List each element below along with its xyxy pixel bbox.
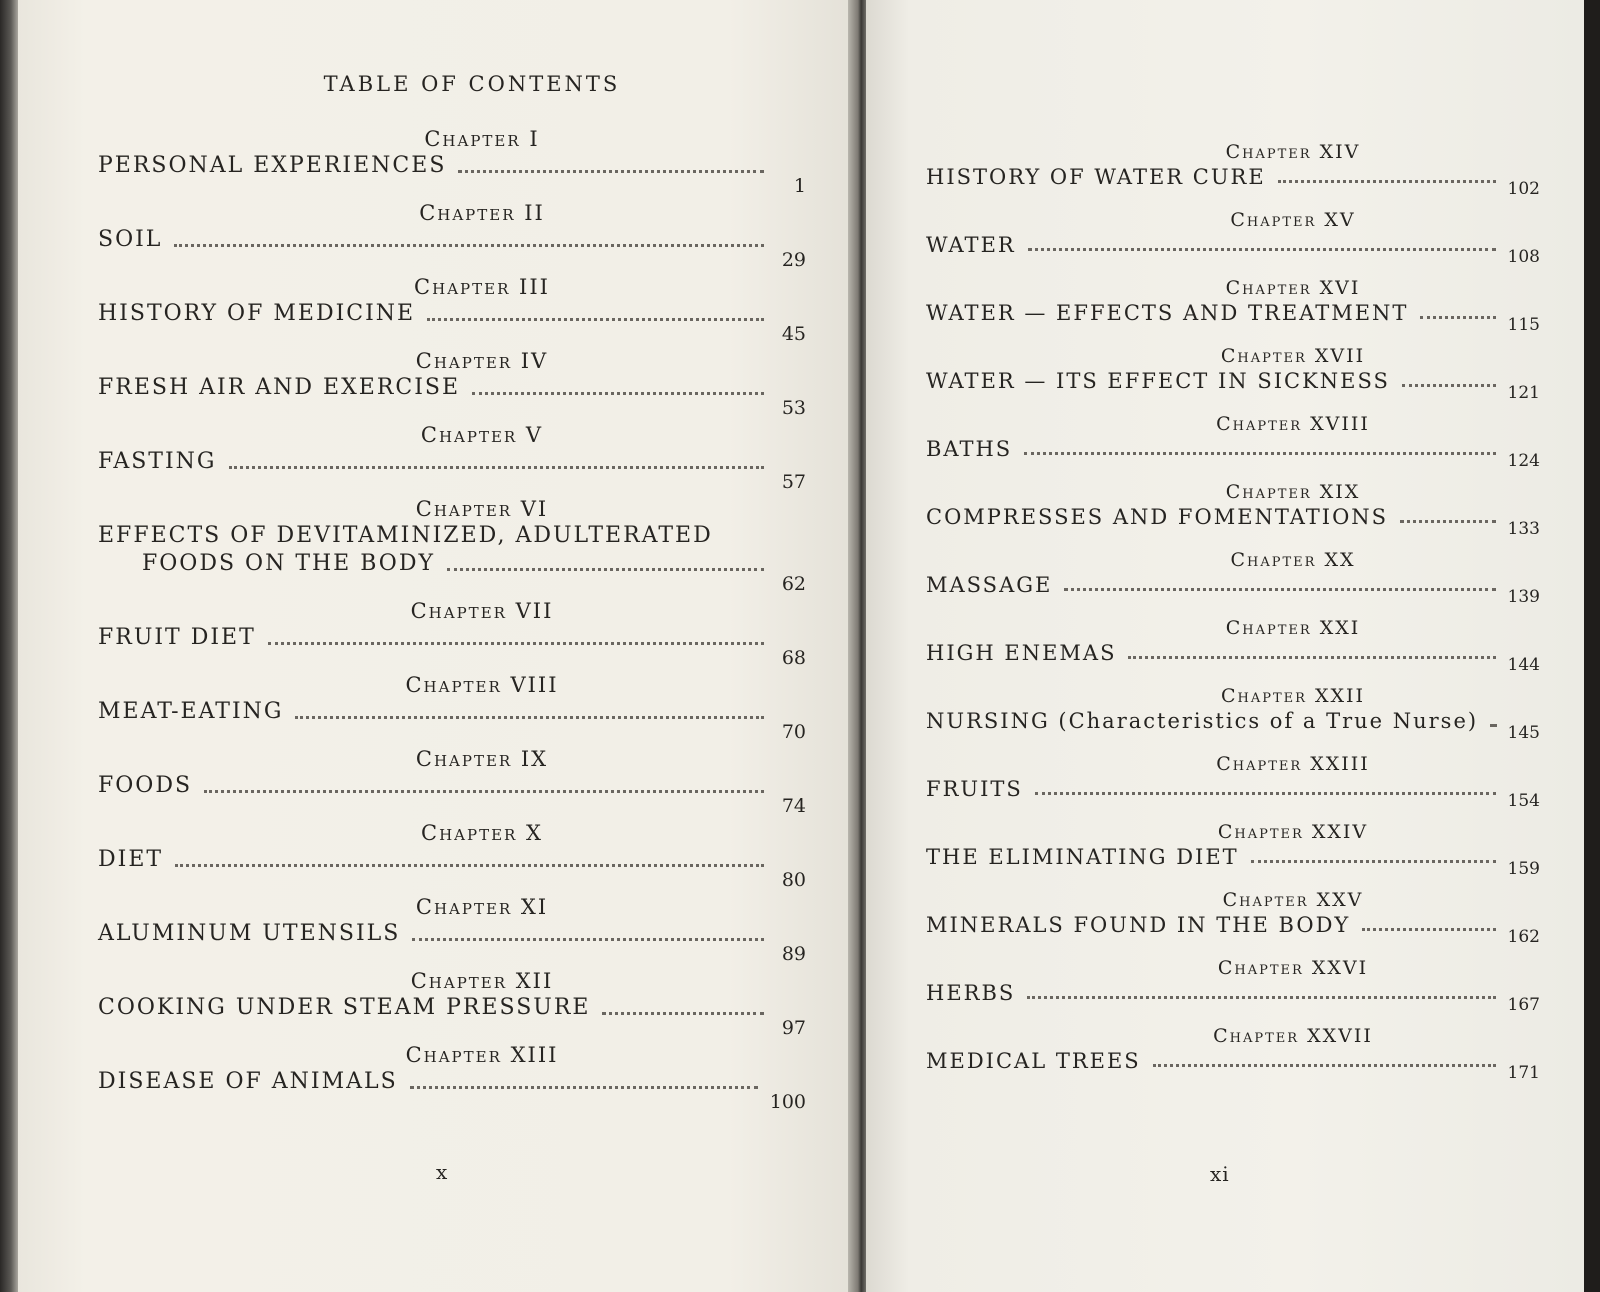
page-number: 133 <box>1507 519 1540 539</box>
page-number: 108 <box>1507 247 1540 267</box>
dot-leader <box>447 568 764 571</box>
page-number: 115 <box>1507 315 1540 335</box>
toc-entry <box>926 616 1540 675</box>
chapter-title: DISEASE OF ANIMALS <box>98 1069 398 1094</box>
chapter-title: MEDICAL TREES <box>926 1049 1141 1073</box>
toc-row[interactable] <box>926 232 1540 267</box>
page-number: 62 <box>781 573 806 595</box>
toc-row[interactable] <box>926 776 1540 811</box>
toc-entry <box>926 1024 1540 1083</box>
chapter-label: Chapter XXII <box>1220 685 1366 707</box>
toc-row[interactable] <box>926 572 1540 607</box>
page-number: 167 <box>1507 995 1540 1015</box>
toc-entry <box>98 746 806 817</box>
chapter-label: Chapter III <box>414 275 550 299</box>
page-number: 29 <box>781 249 806 271</box>
toc-entry <box>926 480 1540 539</box>
page-number: 70 <box>781 721 806 743</box>
dot-leader <box>1035 792 1496 795</box>
toc-row[interactable] <box>926 912 1540 947</box>
dot-leader <box>1278 180 1496 183</box>
toc-row[interactable] <box>926 504 1540 539</box>
toc-entry <box>98 422 806 493</box>
toc-entry <box>98 968 806 1039</box>
chapter-label: Chapter XVI <box>1225 277 1361 299</box>
toc-entry <box>98 1042 806 1113</box>
chapter-label: Chapter XXIII <box>1216 753 1370 775</box>
chapter-label: Chapter II <box>419 201 545 225</box>
page-number: 121 <box>1507 383 1540 403</box>
page-number: 80 <box>781 869 806 891</box>
chapter-title: FOODS <box>98 773 193 798</box>
toc-entry <box>926 412 1540 471</box>
chapter-title: FRESH AIR AND EXERCISE <box>98 375 461 400</box>
chapter-title: MINERALS FOUND IN THE BODY <box>926 913 1351 937</box>
chapter-title: WATER <box>926 233 1016 257</box>
left-page <box>18 0 854 1292</box>
toc-row[interactable] <box>98 226 806 271</box>
dot-leader <box>1028 248 1496 251</box>
dot-leader <box>412 938 764 941</box>
chapter-label: Chapter XIII <box>405 1043 559 1067</box>
toc-entry <box>98 274 806 345</box>
dot-leader <box>1362 928 1495 931</box>
chapter-title: HISTORY OF MEDICINE <box>98 301 416 326</box>
chapter-label: Chapter VI <box>415 497 549 521</box>
dot-leader <box>472 392 764 395</box>
page-number: 53 <box>781 397 806 419</box>
toc-entry <box>98 894 806 965</box>
dot-leader <box>175 864 764 867</box>
chapter-title: PERSONAL EXPERIENCES <box>98 153 447 178</box>
chapter-title-line-2: FOODS ON THE BODY <box>142 551 436 576</box>
chapter-title: BATHS <box>926 437 1013 461</box>
toc-row[interactable] <box>98 448 806 493</box>
chapter-label: Chapter XVIII <box>1216 413 1370 435</box>
chapter-label: Chapter XIV <box>1225 141 1361 163</box>
dot-leader <box>1400 520 1495 523</box>
page-folio: x <box>436 1160 449 1184</box>
chapter-label: Chapter X <box>421 821 543 845</box>
dot-leader <box>1128 656 1495 659</box>
toc-entry <box>926 752 1540 811</box>
toc-entry <box>98 348 806 419</box>
toc-row[interactable] <box>926 164 1540 199</box>
toc-entry <box>926 344 1540 403</box>
dot-leader <box>174 244 764 247</box>
chapter-label: Chapter XXVI <box>1217 957 1369 979</box>
dot-leader <box>458 170 764 173</box>
chapter-title-line-1: EFFECTS OF DEVITAMINIZED, ADULTERATED <box>98 523 713 548</box>
toc-row[interactable] <box>98 152 806 197</box>
toc-row[interactable] <box>926 436 1540 471</box>
toc-title: TABLE OF CONTENTS <box>323 72 621 96</box>
page-number: 124 <box>1507 451 1540 471</box>
toc-row[interactable] <box>98 846 806 891</box>
chapter-title: DIET <box>98 847 164 872</box>
chapter-label: Chapter XXVII <box>1213 1025 1373 1047</box>
dot-leader <box>1153 1064 1496 1067</box>
chapter-title: WATER — ITS EFFECT IN SICKNESS <box>926 369 1390 393</box>
chapter-label: Chapter I <box>424 127 540 151</box>
toc-row[interactable] <box>926 708 1540 743</box>
chapter-label: Chapter IV <box>415 349 549 373</box>
toc-row[interactable] <box>926 640 1540 675</box>
chapter-label: Chapter XX <box>1230 549 1356 571</box>
toc-entry <box>98 200 806 271</box>
chapter-label: Chapter VII <box>410 599 554 623</box>
toc-row[interactable] <box>98 374 806 419</box>
chapter-title: HISTORY OF WATER CURE <box>926 165 1266 189</box>
dot-leader <box>1064 588 1495 591</box>
page-folio: xi <box>1210 1162 1230 1186</box>
toc-entry <box>926 548 1540 607</box>
toc-row[interactable] <box>98 920 806 965</box>
dot-leader <box>1251 860 1496 863</box>
chapter-title: SOIL <box>98 227 163 252</box>
book-cover-edge <box>0 0 18 1292</box>
page-number: 171 <box>1507 1063 1540 1083</box>
page-number: 57 <box>781 471 806 493</box>
chapter-label: Chapter VIII <box>405 673 559 697</box>
chapter-title: ALUMINUM UTENSILS <box>98 921 401 946</box>
chapter-title: THE ELIMINATING DIET <box>926 845 1239 869</box>
dot-leader <box>295 716 764 719</box>
page-number: 68 <box>781 647 806 669</box>
page-number: 102 <box>1507 179 1540 199</box>
dot-leader <box>1402 384 1496 387</box>
toc-entry <box>98 820 806 891</box>
dot-leader <box>1490 724 1495 727</box>
right-page <box>866 0 1584 1292</box>
toc-entry <box>98 126 806 197</box>
dot-leader <box>204 790 764 793</box>
chapter-title: FASTING <box>98 449 217 474</box>
toc-entry <box>926 820 1540 879</box>
chapter-title: HERBS <box>926 981 1016 1005</box>
chapter-label: Chapter XXV <box>1222 889 1364 911</box>
chapter-title: FRUITS <box>926 777 1023 801</box>
toc-entry <box>98 496 806 595</box>
page-number: 74 <box>781 795 806 817</box>
toc-row[interactable] <box>98 772 806 817</box>
chapter-label: Chapter XI <box>415 895 549 919</box>
dot-leader <box>410 1086 758 1089</box>
chapter-label: Chapter XVII <box>1220 345 1366 367</box>
chapter-label: Chapter V <box>420 423 544 447</box>
toc-row[interactable] <box>926 844 1540 879</box>
chapter-title: COOKING UNDER STEAM PRESSURE <box>98 995 591 1020</box>
toc-row[interactable] <box>98 994 806 1039</box>
chapter-title: NURSING (Characteristics of a True Nurse) <box>926 709 1479 733</box>
page-number: 1 <box>793 175 806 197</box>
toc-entry <box>926 888 1540 947</box>
chapter-title: COMPRESSES AND FOMENTATIONS <box>926 505 1389 529</box>
chapter-label: Chapter XII <box>410 969 554 993</box>
dot-leader <box>427 318 764 321</box>
dot-leader <box>1024 452 1495 455</box>
dot-leader <box>229 466 765 469</box>
dot-leader <box>1027 996 1495 999</box>
toc-row[interactable] <box>98 550 806 595</box>
chapter-title: MASSAGE <box>926 573 1053 597</box>
page-number: 97 <box>781 1017 806 1039</box>
toc-entry <box>98 672 806 743</box>
page-number: 162 <box>1507 927 1540 947</box>
toc-row[interactable] <box>98 300 806 345</box>
page-number: 145 <box>1507 723 1540 743</box>
toc-row[interactable] <box>98 1068 806 1113</box>
chapter-label: Chapter IX <box>415 747 549 771</box>
page-number: 154 <box>1507 791 1540 811</box>
page-number: 144 <box>1507 655 1540 675</box>
page-number: 139 <box>1507 587 1540 607</box>
page-number: 45 <box>781 323 806 345</box>
toc-entry <box>926 956 1540 1015</box>
toc-row[interactable] <box>926 368 1540 403</box>
toc-entry <box>926 140 1540 199</box>
page-number: 100 <box>769 1091 806 1113</box>
toc-entry <box>926 276 1540 335</box>
chapter-label: Chapter XIX <box>1225 481 1361 503</box>
toc-entry <box>926 684 1540 743</box>
toc-row[interactable] <box>98 624 806 669</box>
chapter-label: Chapter XV <box>1230 209 1356 231</box>
dot-leader <box>268 642 764 645</box>
chapter-label: Chapter XXI <box>1225 617 1361 639</box>
toc-row[interactable] <box>98 698 806 743</box>
chapter-label: Chapter XXIV <box>1217 821 1369 843</box>
toc-entry <box>926 208 1540 267</box>
chapter-title: FRUIT DIET <box>98 625 256 650</box>
page-number: 89 <box>781 943 806 965</box>
toc-row[interactable] <box>926 1048 1540 1083</box>
chapter-title: WATER — EFFECTS AND TREATMENT <box>926 301 1409 325</box>
toc-row[interactable] <box>926 980 1540 1015</box>
chapter-title: HIGH ENEMAS <box>926 641 1117 665</box>
page-number: 159 <box>1507 859 1540 879</box>
toc-entry <box>98 598 806 669</box>
chapter-title: MEAT-EATING <box>98 699 284 724</box>
toc-row[interactable] <box>926 300 1540 335</box>
dot-leader <box>1420 316 1495 319</box>
dot-leader <box>602 1012 764 1015</box>
